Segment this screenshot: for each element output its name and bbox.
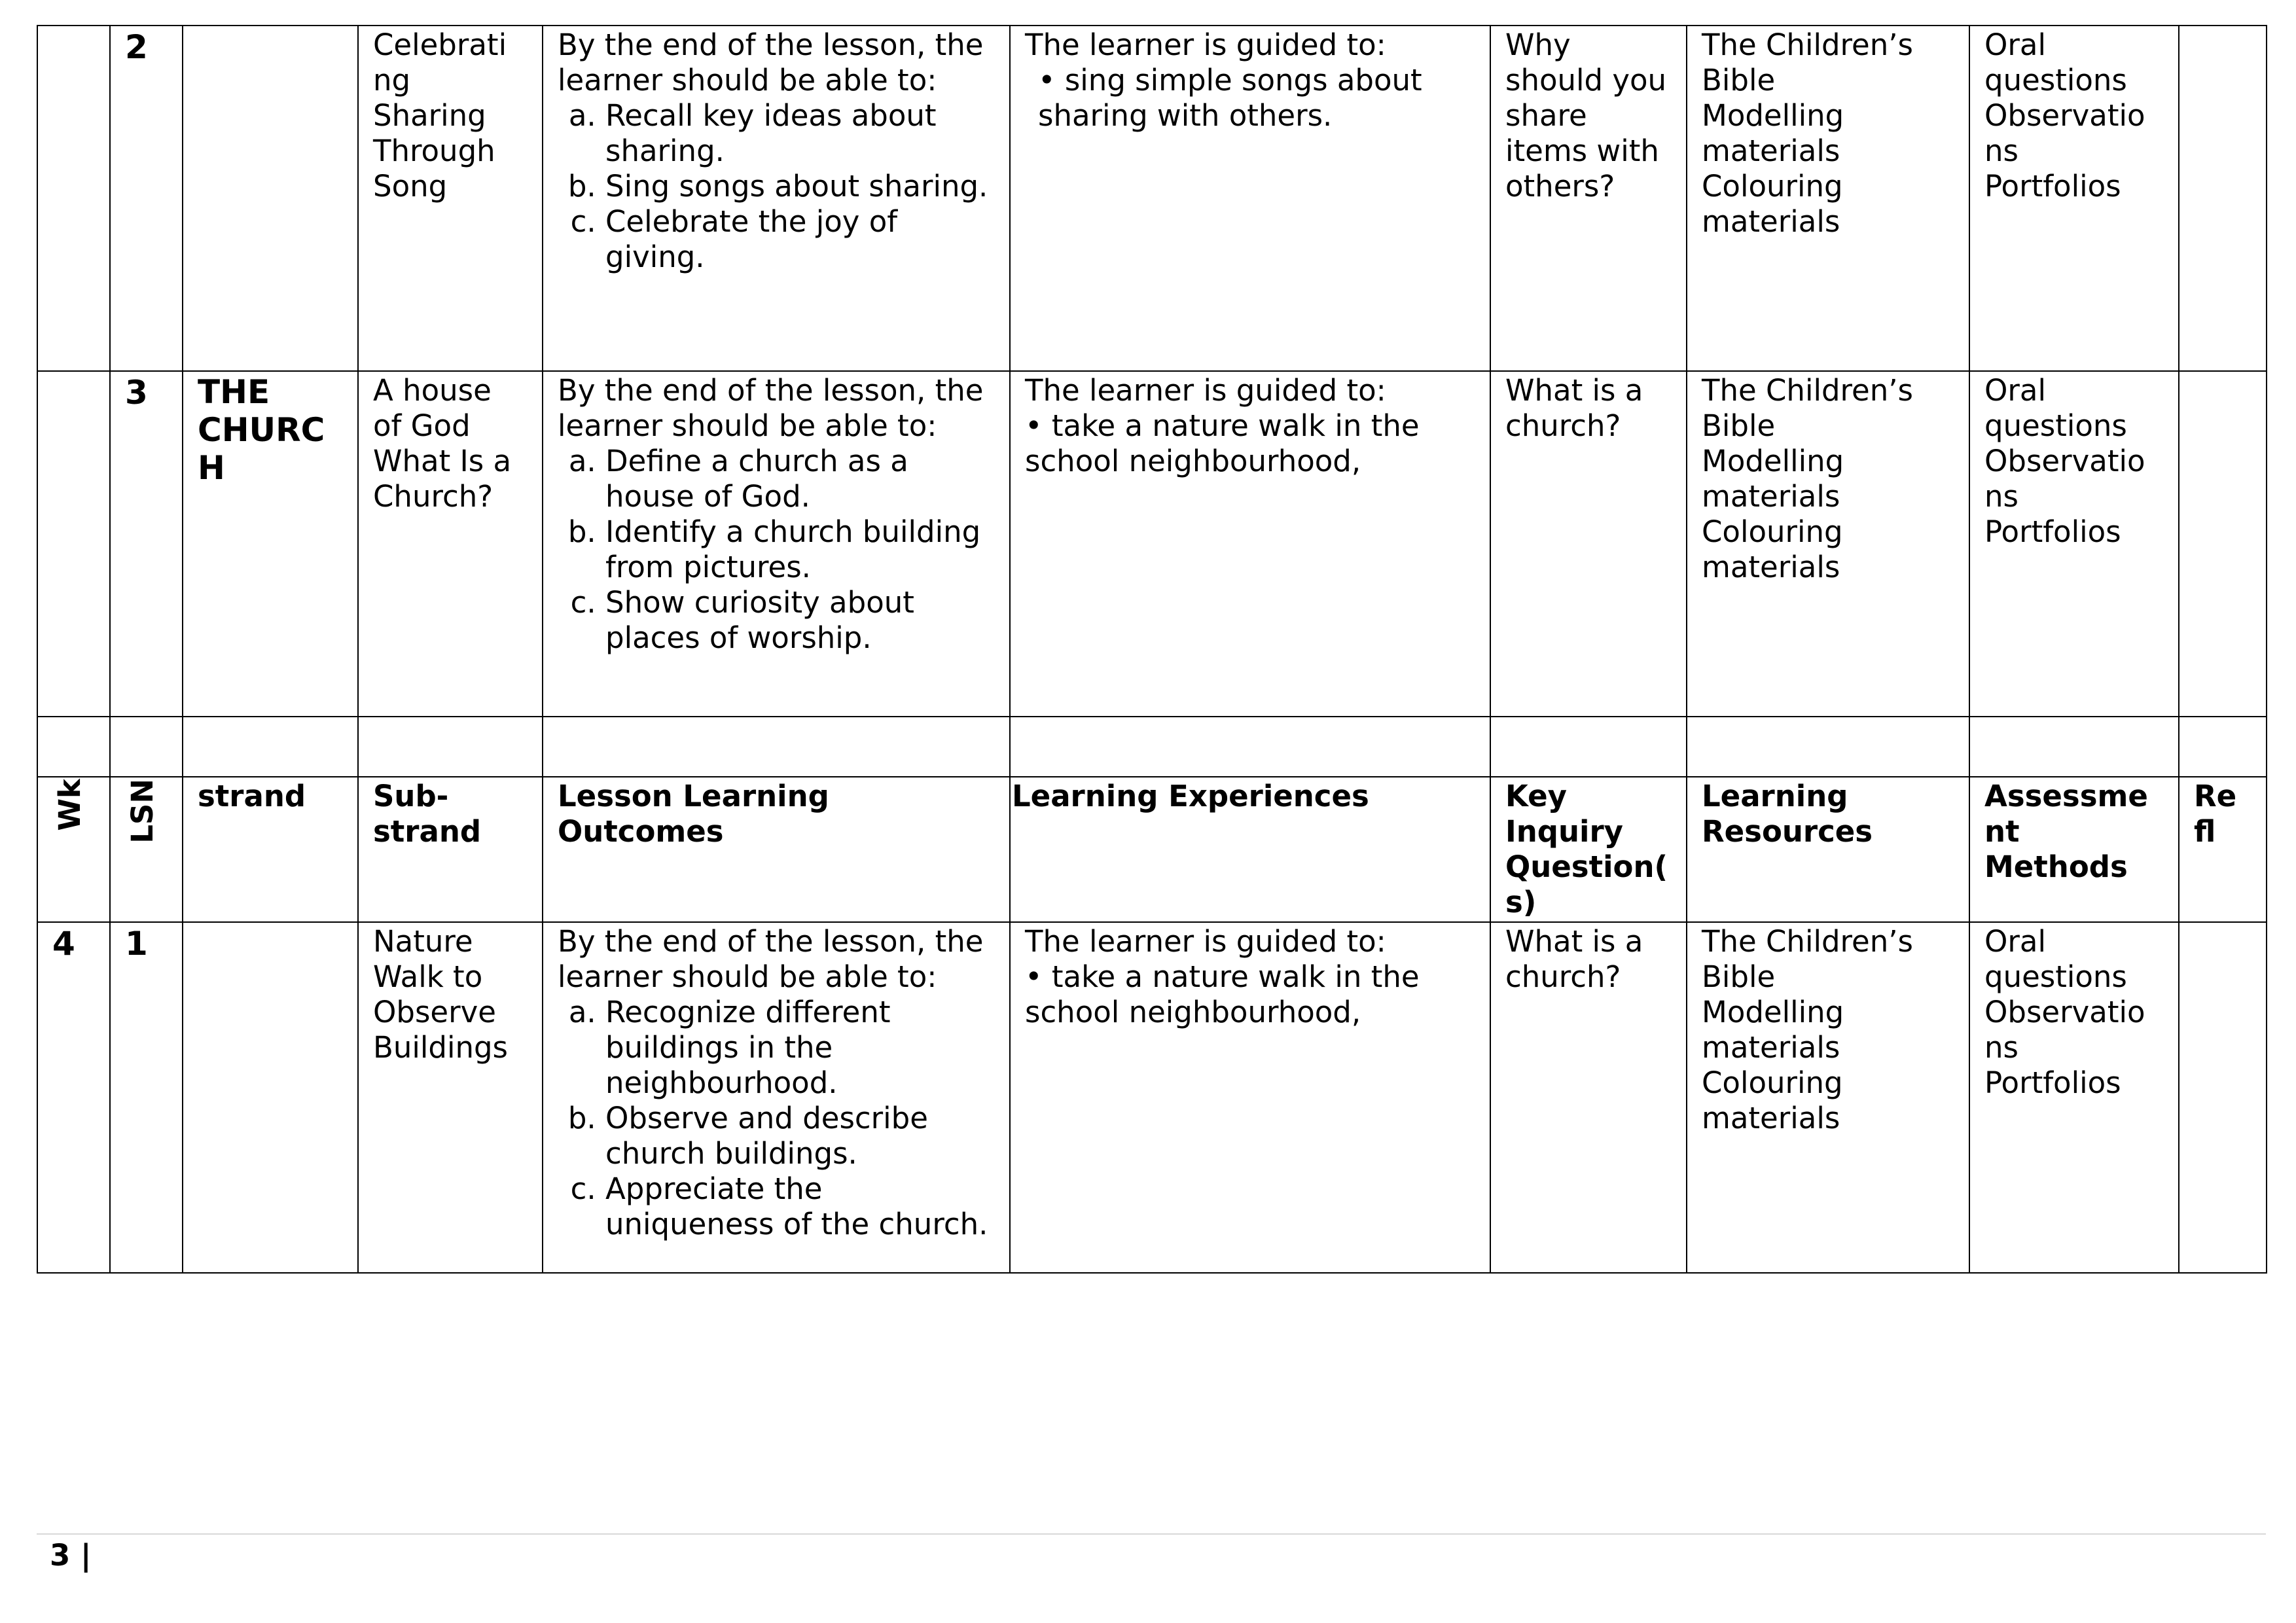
outcomes-cell — [543, 922, 1010, 1273]
experiences-intro: The learner is guided to: — [1025, 27, 1386, 62]
experiences-cell — [1010, 371, 1490, 717]
wk-cell — [37, 371, 110, 717]
strand-cell — [183, 26, 358, 371]
lsn-cell: 1 — [110, 922, 183, 1273]
outcome-item: a. Recall key ideas about sharing. — [605, 98, 995, 169]
lesson-plan-table — [37, 25, 2267, 1274]
outcome-item: c. Show curiosity about places of worship. — [605, 585, 995, 656]
experiences-intro: The learner is guided to: — [1025, 373, 1386, 408]
outcome-item: a. Define a church as a house of God. — [605, 444, 995, 514]
resources-cell: The Children’s Bible Modelling materials Colouring materials — [1687, 26, 1969, 371]
reflection-cell — [2179, 371, 2267, 717]
table-row — [37, 371, 2267, 717]
experiences-cell — [1010, 26, 1490, 371]
resources-cell: The Children’s Bible Modelling materials Colouring materials — [1687, 371, 1969, 717]
page-number: 3 | — [50, 1538, 92, 1573]
wk-cell: 4 — [37, 922, 110, 1273]
wk-cell — [37, 26, 110, 371]
header-assessment: Assessme nt Methods — [1969, 777, 2179, 922]
table-row — [37, 26, 2267, 371]
table-row — [37, 922, 2267, 1273]
sub-strand-cell: Celebrati ng Sharing Through Song — [358, 26, 543, 371]
outcomes-cell — [543, 26, 1010, 371]
header-inquiry: Key Inquiry Question(s) — [1490, 777, 1687, 922]
experiences-cell — [1010, 922, 1490, 1273]
experience-item: • take a nature walk in the school neighbourhood, — [1025, 959, 1420, 1029]
header-lsn: LSN — [110, 777, 183, 922]
lsn-cell: 3 — [110, 371, 183, 717]
inquiry-cell: Why should you share items with others? — [1490, 26, 1687, 371]
assessment-cell: Oral questions Observatio ns Portfolios — [1969, 371, 2179, 717]
outcome-item: a. Recognize different buildings in the neighbourhood. — [605, 995, 995, 1101]
outcomes-intro: By the end of the lesson, the learner should be able to: — [558, 27, 984, 98]
outcome-item: b. Sing songs about sharing. — [605, 169, 995, 204]
outcome-item: c. Appreciate the uniqueness of the church. — [605, 1171, 995, 1242]
header-resources: Learning Resources — [1687, 777, 1969, 922]
experiences-intro: The learner is guided to: — [1025, 924, 1386, 959]
outcomes-cell — [543, 371, 1010, 717]
resources-cell: The Children’s Bible Modelling materials Colouring materials — [1687, 922, 1969, 1273]
header-wk: Wk — [37, 777, 110, 922]
sub-strand-cell: A house of God What Is a Church? — [358, 371, 543, 717]
outcomes-intro: By the end of the lesson, the learner should be able to: — [558, 373, 984, 443]
header-row — [37, 777, 2267, 922]
header-experiences: Learning Experiences — [1010, 777, 1490, 922]
header-reflection: Re fl — [2179, 777, 2267, 922]
reflection-cell — [2179, 26, 2267, 371]
experience-item: • take a nature walk in the school neighbourhood, — [1025, 408, 1420, 478]
outcome-item: c. Celebrate the joy of giving. — [605, 204, 995, 275]
lsn-cell: 2 — [110, 26, 183, 371]
header-sub-strand: Sub-strand — [358, 777, 543, 922]
strand-cell — [183, 922, 358, 1273]
inquiry-cell: What is a church? — [1490, 922, 1687, 1273]
empty-row — [37, 717, 2267, 777]
assessment-cell: Oral questions Observatio ns Portfolios — [1969, 26, 2179, 371]
outcome-item: b. Observe and describe church buildings. — [605, 1101, 995, 1171]
strand-cell: THE CHURC H — [183, 371, 358, 717]
experience-item: • sing simple songs about sharing with others. — [1038, 63, 1422, 133]
assessment-cell: Oral questions Observatio ns Portfolios — [1969, 922, 2179, 1273]
footer-divider — [37, 1533, 2266, 1535]
header-outcomes: Lesson Learning Outcomes — [543, 777, 1010, 922]
reflection-cell — [2179, 922, 2267, 1273]
sub-strand-cell: Nature Walk to Observe Buildings — [358, 922, 543, 1273]
outcomes-intro: By the end of the lesson, the learner should be able to: — [558, 924, 984, 994]
header-strand: strand — [183, 777, 358, 922]
inquiry-cell: What is a church? — [1490, 371, 1687, 717]
outcome-item: b. Identify a church building from pictures. — [605, 514, 995, 585]
